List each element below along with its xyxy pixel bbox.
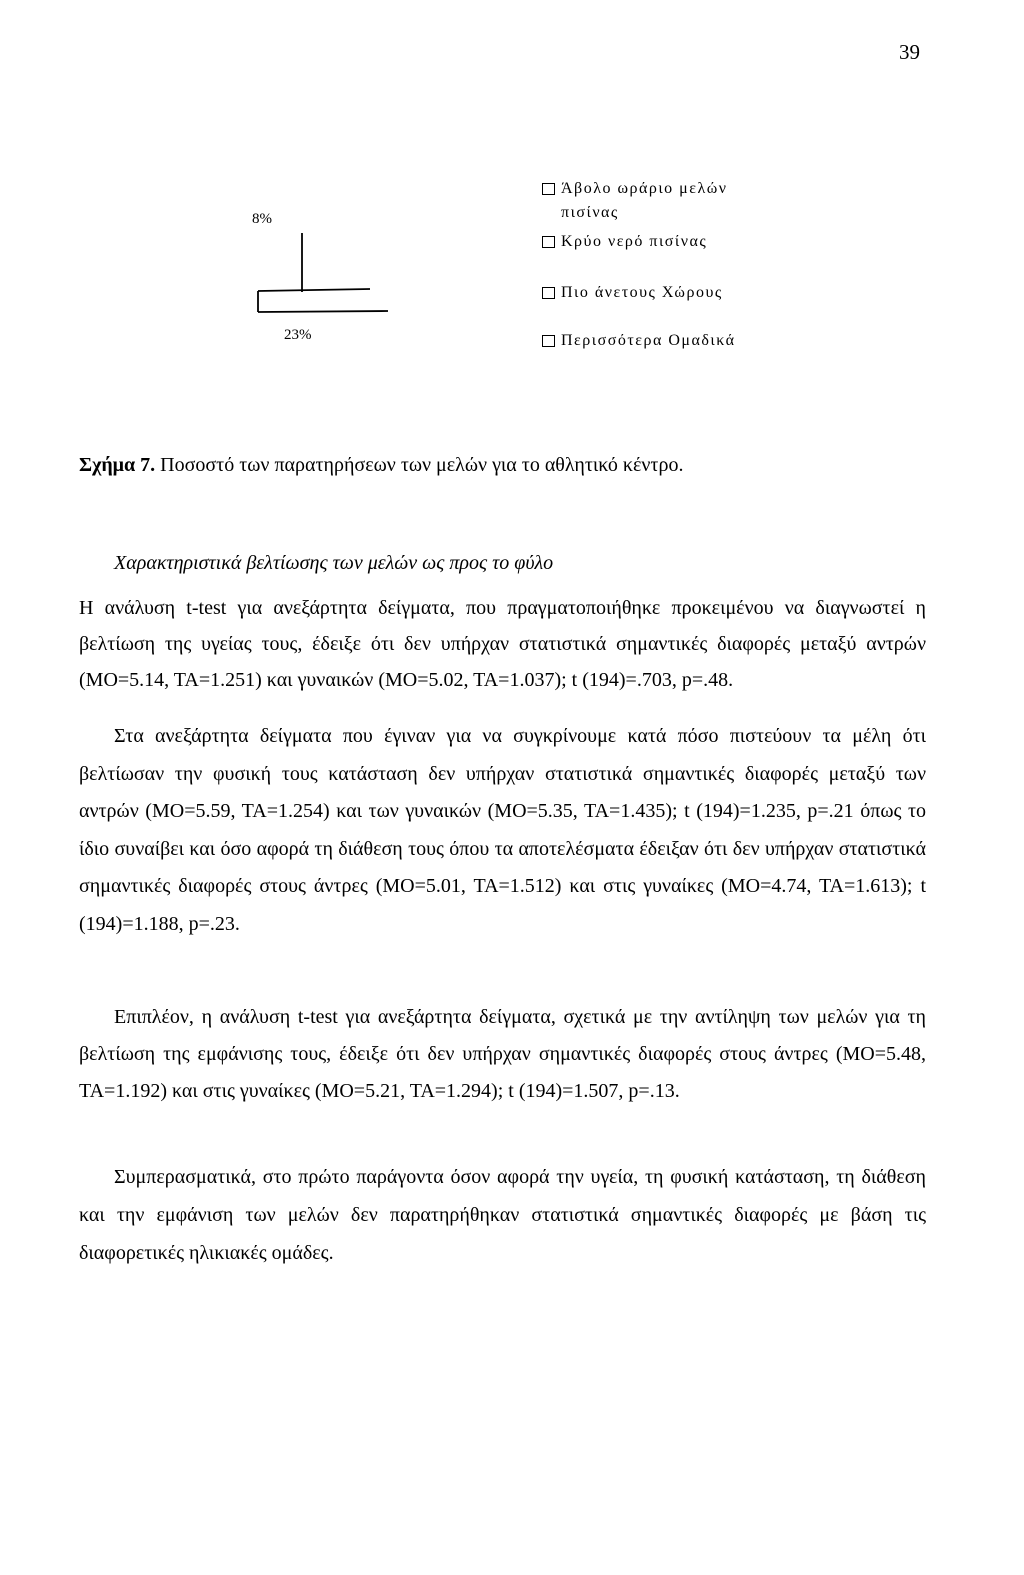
paragraph-1: [79, 590, 926, 698]
legend-label: Πιο άνετους Χώρους: [561, 284, 723, 301]
caption-prefix: Σχήμα 7.: [79, 454, 156, 476]
legend-swatch: [542, 335, 555, 347]
paragraph-text: Η ανάλυση t-test για ανεξάρτητα δείγματα, που πραγματοποιήθηκε προκειμένου να διαγνωστεί η βελτίωση της υγείας τους, έδειξε ότι δεν υπήρχαν στατιστικά σημαντικές διαφορές μεταξύ αντρών (ΜΟ=5.14, ΤΑ=1.251) και γυναικών (ΜΟ=5.02, ΤΑ=1.037); t (194)=.703, p=.48.: [79, 597, 926, 691]
paragraph-3: Επιπλέον, η ανάλυση t-test για ανεξάρτητα δείγματα, σχετικά με την αντίληψη των μελών για τη βελτίωση της εμφάνισης τους, έδειξε ότι δεν υπήρχαν σημαντικές διαφορές στους άντρες (ΜΟ=5.48, ΤΑ=1.192) και στις γυναίκες (ΜΟ=5.21, ΤΑ=1.294); t (194)=1.507, p=.13.: [79, 1006, 926, 1102]
leader-line-23: [258, 289, 370, 291]
caption-text: Ποσοστό των παρατηρήσεων των μελών για το αθλητικό κέντρο.: [155, 454, 684, 476]
legend-swatch: [542, 183, 555, 195]
legend-swatch: [542, 287, 555, 299]
pie-bottom: [258, 311, 388, 312]
legend-label: Περισσότερα Ομαδικά: [561, 332, 736, 349]
paragraph-4: Συμπερασματικά, στο πρώτο παράγοντα όσον αφορά την υγεία, τη φυσική κατάσταση, τη διάθεση και την εμφάνιση των μελών δεν παρατηρήθηκαν στατιστικά σημαντικές διαφορές με βάση τις διαφορετικές ηλικιακές ομάδες.: [79, 1166, 926, 1264]
figure-7: [230, 175, 790, 385]
slice-label-8: 8%: [252, 211, 272, 227]
slice-label-23: 23%: [284, 327, 312, 343]
legend-item: [542, 230, 771, 254]
legend-item: [542, 177, 771, 225]
figure-caption: [79, 454, 683, 477]
paragraph-2: Στα ανεξάρτητα δείγματα που έγιναν για να συγκρίνουμε κατά πόσο πιστεύουν τα μέλη ότι βελτίωσαν την φυσική τους κατάσταση δεν υπήρχαν στατιστικά σημαντικές διαφορές μεταξύ των αντρών (ΜΟ=5.59, ΤΑ=1.254) και των γυναικών (ΜΟ=5.35, ΤΑ=1.435); t (194)=1.235, p=.21 όπως το ίδιο συναίβει και όσο αφορά τη διάθεση τους όπου τα αποτελέσματα έδειξαν ότι δεν υπήρχαν στατιστικά σημαντικές διαφορές στους άντρες (ΜΟ=5.01, ΤΑ=1.512) και στις γυναίκες (ΜΟ=4.74, ΤΑ=1.613); t (194)=1.188, p=.23.: [79, 725, 926, 935]
page-number: 39: [899, 40, 920, 64]
legend-item: [542, 329, 771, 353]
legend-swatch: [542, 236, 555, 248]
pie-chart-remnant: [230, 175, 430, 335]
legend-item: [542, 281, 771, 305]
legend-label: Άβολο ωράριο μελών πισίνας: [561, 180, 728, 221]
legend-label: Κρύο νερό πισίνας: [561, 233, 708, 250]
section-title: Χαρακτηριστικά βελτίωσης των μελών ως προς το φύλο: [114, 552, 554, 574]
